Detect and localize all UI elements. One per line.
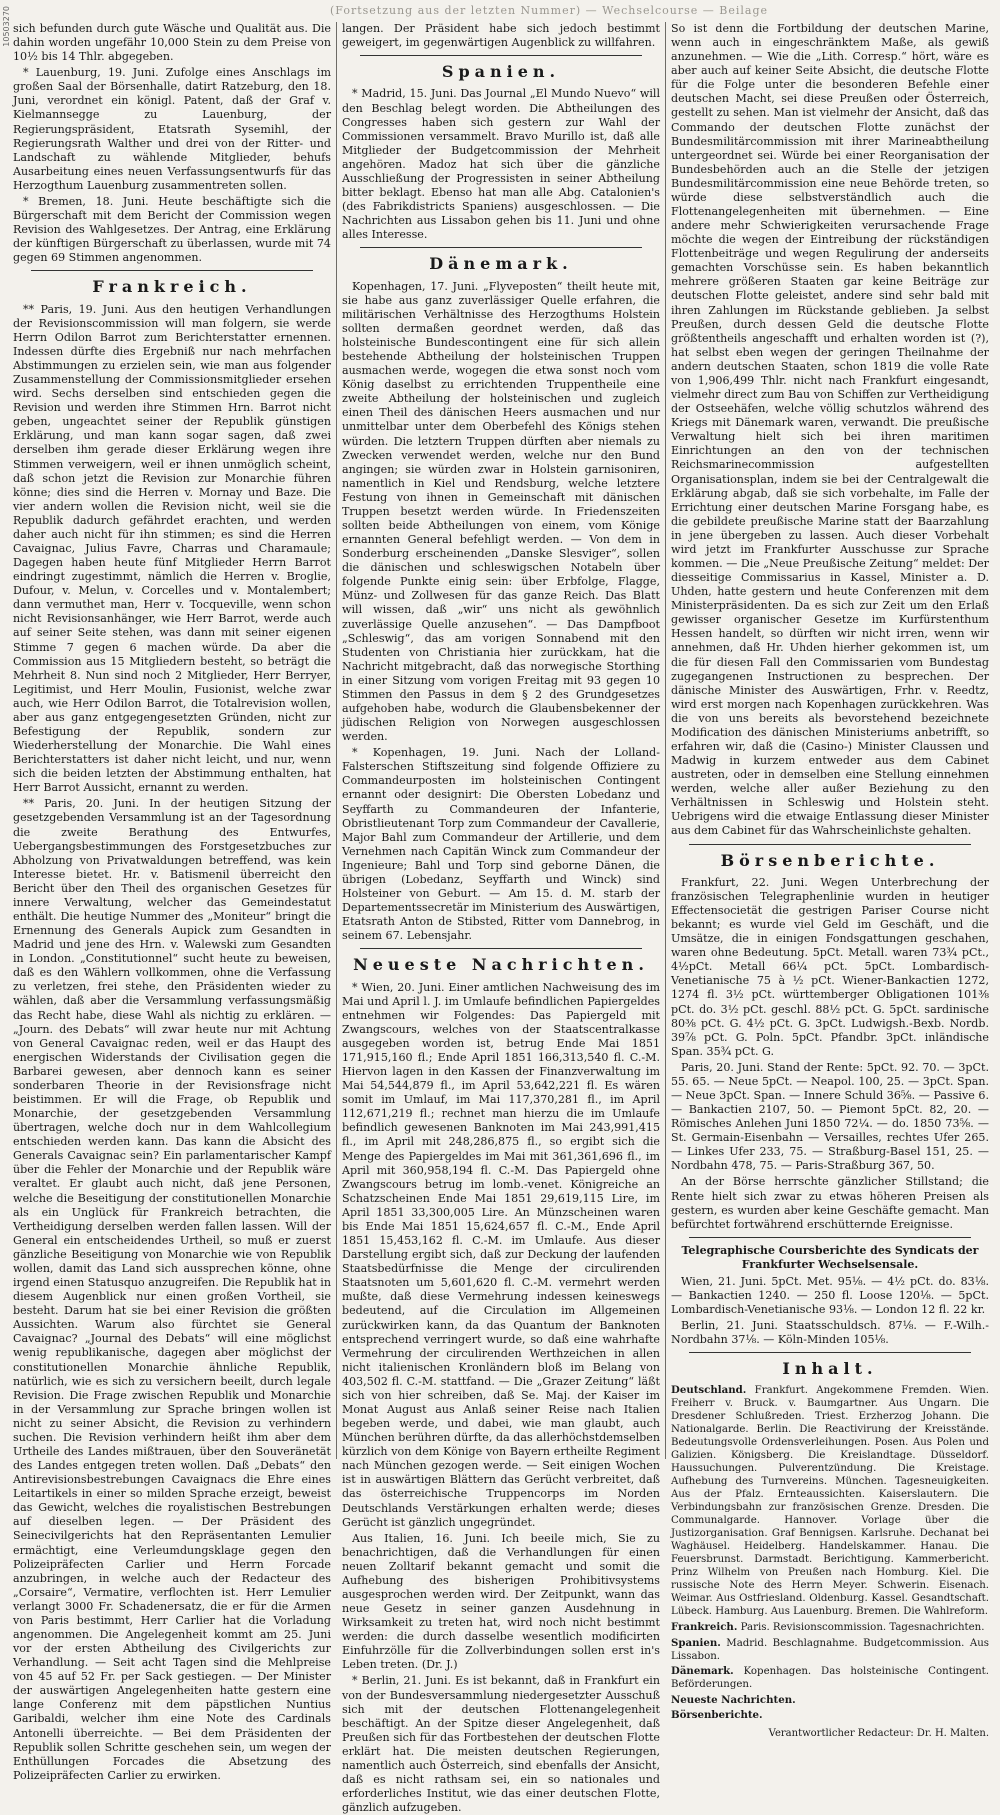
heading-inhalt: Inhalt. bbox=[782, 1359, 878, 1379]
report-frankfurt: Frankfurt, 22. Juni. Wegen Unterbrechung der französischen Telegraphenlinie wurden in heutiger Effectensocietät die gestrigen Pariser Course nicht bekannt; es wurde viel Geld im Geschäft, und die Umsätze, die in einigen Fondsgattungen geschahen, waren ohne Bedeutung. 5pCt. Metall. waren 73¾ pCt., 4½pCt. Metall 66¼ pCt. 5pCt. Lombardisch-Venetianische 75 à ½ pCt. Wiener-Bankactien 1272, 1274 fl. 3½ pCt. württemberger Obligationen 101⅜ pCt. do. 3½ pCt. geschl. 88½ pCt. G. 5pCt. sardinische 80⅜ pCt. G. 4½ pCt. G. 3pCt. Ludwigsh.-Bexb. Nordb. 39⅞ pCt. G. Poln. 5pCt. Pfandbr. 3pCt. inländische Span. 35¾ pCt. G. bbox=[671, 875, 989, 1058]
article-madrid: * Madrid, 15. Juni. Das Journal „El Mundo Nuevo“ will den Beschlag belegt worden. Die Abtheilungen des Congresses haben sich gestern zur Wahl der Commissionen versammelt. Bravo Murillo ist, daß alle Mitglieder der Budgetcommission der Mehrheit angehören. Madoz hat sich über die gänzliche Ausschließung der Progressisten in seiner Abtheilung bitter beklagt. Ebenso hat man alle Abg. Catalonien's (des Fabrikdistricts Spaniens) ausgeschlossen. — Die Nachrichten aus Lissabon gehen bis 11. Juni und ohne alles Interesse. bbox=[342, 87, 660, 242]
heading-daenemark: Dänemark. bbox=[429, 254, 573, 274]
toc-entry: Deutschland. Frankfurt. Angekommene Fremden. Wien. Freiherr v. Bruck. v. Baumgartner. Aus Ungarn. Die Dresdener Schlußreden. Triest. Erzherzog Johann. Die Nationalgarde. Berlin. Die Reactivirung der Kreisstände. Bedeutungsvolle Ordensverleihungen. Posen. Aus Polen und Galizien. Königsberg. Die Kreislandtage. Düsseldorf. Haussuchungen. Pulverentzündung. Die Kreistage. Aufhebung des Turnvereins. München. Tagesneuigkeiten. Aus der Pfalz. Ernteaussichten. Kaiserslautern. Die Verbindungsbahn zur französischen Grenze. Dresden. Die Communalgarde. Hannover. Vorlage über die Justizorganisation. Graf Bennigsen. Karlsruhe. Dechanat bei Waghäusel. Heidelberg. Handelskammer. Hanau. Die Feuersbrunst. Darmstadt. Berichtigung. Kammerbericht. Prinz Wilhelm von Preußen nach Homburg. Kiel. Die russische Note des Herrn Meyer. Schwerin. Eisenach. Weimar. Aus Ostfriesland. Oldenburg. Kassel. Gesandtschaft. Lübeck. Hamburg. Aus Lauenburg. Bremen. Die Wahlreform. bbox=[671, 1384, 989, 1617]
divider bbox=[689, 1237, 971, 1238]
article-lauenburg: * Lauenburg, 19. Juni. Zufolge eines Anschlags im großen Saal der Börsenhalle, datirt Ratzeburg, den 18. Juni, verordnet ein königl. Patent, daß der Graf v. Kielmannsegge zu Lauenburg, der Regierungspräsident, Etatsrath Sysemihl, der Regierungsrath Walther und drei von der Ritter- und Landschaft zu wählende Mitglieder, behufs Ausarbeitung eines neuen Verfassungsentwurfs für das Herzogthum Lauenburg zusammentreten sollen. bbox=[13, 66, 331, 192]
page-id: 10503270 bbox=[2, 6, 11, 47]
column-1 bbox=[8, 22, 336, 1782]
divider bbox=[360, 948, 642, 949]
report-paris: Paris, 20. Juni. Stand der Rente: 5pCt. 92. 70. — 3pCt. 55. 65. — Neue 5pCt. — Neapol. 100, 25. — 3pCt. Span. — Neue 3pCt. Span. — Innere Schuld 36⅝. — Passive 6. — Bankactien 2107, 50. — Piemont 5pCt. 82, 20. — Römisches Anlehen Juni 1850 72¼. — do. 1850 73⅝. — St. Germain-Eisenbahn — Versailles, rechtes Ufer 265. — Linkes Ufer 233, 75. — Straßburg-Basel 151, 25. — Nordbahn 478, 75. — Paris-Straßburg 367, 50. bbox=[671, 1060, 989, 1173]
article-continuation: langen. Der Präsident habe sich jedoch bestimmt geweigert, im gegenwärtigen Augenblick zu willfahren. bbox=[342, 22, 660, 50]
divider bbox=[360, 55, 642, 56]
article-paris-19: ** Paris, 19. Juni. Aus den heutigen Verhandlungen der Revisionscommission will man folgern, sie werde Herrn Odilon Barrot zum Berichterstatter ernennen. Indessen dürfte dies Ergebniß nur nach mehrfachen Abstimmungen zu erzielen sein, wie man aus folgender Zusammenstellung der Commissionsmitglieder ersehen wird. Sechs derselben sind entschieden gegen die Revision und werden ihre Stimmen Hrn. Barrot nicht geben, ungeachtet seiner der Republik günstigen Erklärung, und man kann sogar sagen, daß zwei derselben ihm gerade dieser Erklärung wegen ihre Stimmen verweigern, weil er ihnen unmöglich scheint, daß schon jetzt die Revision zur Monarchie führen könne; dies sind die Herren v. Mornay und Baze. Die vier andern wollen die Revision nicht, weil sie die Republik dadurch gefährdet erachten, und werden daher auch nicht für ihn stimmen; es sind die Herren Cavaignac, Julius Favre, Charras und Charamaule; Dagegen haben heute fünf Mitglieder Herrn Barrot eindringt zugestimmt, nämlich die Herren v. Broglie, Dufour, v. Melun, v. Corcelles und v. Montalembert; dann vermuthet man, Herr v. Tocqueville, wenn schon nicht Revisionsanhänger, wie Herr Barrot, werde auch auf seiner Seite stehen, was dann mit seiner eigenen Stimme 7 gegen 6 machen würde. Da aber die Commission aus 15 Mitgliedern besteht, so beträgt die Mehrheit 8. Nun sind noch 2 Mitglieder, Herr Berryer, Legitimist, und Herr Moulin, Fusionist, welche zwar auch, wie Herr Odilon Barrot, die Totalrevision wollen, aber aus ganz entgegengesetzten Gründen, nicht zur Befestigung der Republik, sondern zur Wiederherstellung der Monarchie. Die Wahl eines Berichterstatters ist daher nicht leicht, und nur, wenn sich die beiden letzten der Abstimmung enthalten, hat Herr Barrot Aussicht, ernannt zu werden. bbox=[13, 302, 331, 795]
article-italien: Aus Italien, 16. Juni. Ich beeile mich, Sie zu benachrichtigen, daß die Verhandlungen für einen neuen Zolltarif bekannt gemacht und somit die Aufhebung des bisherigen Prohibitivsystems ausgesprochen werden wird. Der Zeitpunkt, wann das neue Gesetz in seiner ganzen Ausdehnung in Wirksamkeit zu treten hat, wird noch nicht bestimmt werden: die durch dasselbe wesentlich modificirten Einfuhrzölle für die Zollverbindungen sollen erst in's Leben treten. (Dr. J.) bbox=[342, 1531, 660, 1672]
heading-neueste-nachrichten: Neueste Nachrichten. bbox=[353, 955, 649, 975]
column-3 bbox=[665, 22, 994, 1740]
article-paris-20: ** Paris, 20. Juni. In der heutigen Sitzung der gesetzgebenden Versammlung ist an der Tagesordnung die zweite Berathung des Entwurfes, Uebergangsbestimmungen des Forstgesetzbuches zur Abholzung von Privatwaldungen betreffend, was kein Interesse bietet. Hr. v. Batismenil überreicht den Bericht über den Theil des organischen Gesetzes für innere Verwaltung, welcher das Gemeindestatut enthält. Die heutige Nummer des „Moniteur“ bringt die Ernennung des Generals Aupick zum Gesandten in Madrid und jene des Hrn. v. Walewski zum Gesandten in London. „Constitutionnel“ sucht heute zu beweisen, daß es den Wählern vollkommen, ohne die Verfassung zu verletzen, frei stehe, den Präsidenten wieder zu wählen, daß aber die Versammlung verfassungsmäßig das Recht habe, diese Wahl als nichtig zu erklären. — „Journ. des Debats“ will zwar heute nur mit Achtung von General Cavaignac reden, weil er das Haupt des energischen Widerstands der Civilisation gegen die Barbarei gewesen, aber dennoch kann es seiner sonderbaren Theorie in der Revisionsfrage nicht beistimmen. Er will die Frage, ob Republik und Monarchie, der gesetzgebenden Versammlung übertragen, welche doch nur in dem Wahlcollegium entschieden werden kann. Das kann die Absicht des Generals Cavaignac sein? Ein parlamentarischer Kampf über die Fehler der Monarchie und der Republik wäre veraltet. Er glaubt auch nicht, daß jene Personen, welche die Beseitigung der constitutionellen Monarchie als ein Unglück für Frankreich betrachten, die Vertheidigung derselben werden fallen lassen. Will der General ein entscheidendes Urtheil, so muß er zuerst gänzliche Beseitigung von Monarchie wie von Republik wollen, damit das Land sich aussprechen könne, ohne irgend einen Statusquo anzugreifen. Die Republik hat in diesem Augenblick nur einen großen Vortheil, sie besteht. Darum hat sie bei einer Revision die größten Aussichten. Warum also fürchtet sie General Cavaignac? „Journal des Debats“ will eine möglichst wenig republikanische, dagegen aber möglichst der constitutionellen Monarchie ähnliche Republik, natürlich, wie es sich zu versichern beeilt, durch legale Revision. Die Frage zwischen Republik und Monarchie in der Versammlung zur Sprache bringen wollen ist nicht zu seiner Absicht, die Revision zu verhindern suchen. Die Revision verhindern heißt ihm aber dem Urtheile des Landes mißtrauen, über den Souveränetät des Landes entgegen treten wollen. Daß „Debats“ den Antirevisionsbestrebungen Cavaignacs die Ehre eines Leitartikels in einer so milden Sprache erzeigt, beweist das Gewicht, welches die royalistischen Bestrebungen auf dieselben legen. — Der Präsident des Seinecivilgerichts hat den Repräsentanten Lemulier ermächtigt, eine Verleumdungsklage gegen den Polizeipräfecten Carlier und Herrn Forcade anzubringen, in welche auch der Redacteur des „Corsaire“, Vermatire, verflochten ist. Herr Lemulier verlangt 3000 Fr. Schadenersatz, die er für die Armen von Paris bestimmt, Herr Carlier hat die Vorladung angenommen. Die Angelegenheit kommt am 25. Juni vor der ersten Abtheilung des Civilgerichts zur Verhandlung. — Seit acht Tagen sind die Mehlpreise von 45 auf 52 Fr. per Sack gestiegen. — Der Minister der auswärtigen Angelegenheiten hatte gestern eine lange Conferenz mit dem päpstlichen Nuntius Garibaldi, welcher ihm eine Note des Cardinals Antonelli überreichte. — Bei dem Präsidenten der Republik sollen Schritte geschehen sein, um wegen der Enthüllungen Forcades die Absetzung des Polizeipräfecten Carlier zu erwirken. bbox=[13, 797, 331, 1782]
article-kopenhagen-19: * Kopenhagen, 19. Juni. Nach der Lolland-Falsterschen Stiftszeitung sind folgende Offiziere zu Commandeurposten im holsteinischen Contingent ernannt oder designirt: Die Obersten Lobedanz und Seyffarth zu Commandeuren der Infanterie, Obristlieutenant Torp zum Commandeur der Cavallerie, Major Bahl zum Commandeur der Artillerie, und dem Vernehmen nach Capitän Winck zum Commandeur der Ingenieure; Bahl und Torp sind geborne Dänen, die übrigen (Lobedanz, Seyffarth und Winck) sind Holsteiner von Geburt. — Am 15. d. M. starb der Departementssecretär im Ministerium des Auswärtigen, Etatsrath Anton de Stibsted, Ritter vom Dannebrog, in seinem 67. Lebensjahr. bbox=[342, 746, 660, 943]
article-berlin: * Berlin, 21. Juni. Es ist bekannt, daß in Frankfurt ein von der Bundesversammlung niedergesetzter Ausschuß sich mit der deutschen Flottenangelegenheit beschäftigt. An der Spitze dieser Angelegenheit, daß Preußen sich für das Fortbestehen der deutschen Flotte erklärt hat. Die meisten deutschen Regierungen, namentlich auch Österreich, sind ebenfalls der Ansicht, daß es nicht rathsam sei, ein so nationales und erforderliches Institut, wie das einer deutschen Flotte, gänzlich aufzugeben. bbox=[342, 1674, 660, 1815]
report-paris-note: An der Börse herrschte gänzlicher Stillstand; die Rente hielt sich zwar zu etwas höheren Preisen als gestern, es wurden aber keine Geschäfte gemacht. Man befürchtet fortwährend erschütternde Ereignisse. bbox=[671, 1175, 989, 1231]
divider bbox=[360, 247, 642, 248]
columns bbox=[8, 22, 994, 1815]
bleed-through-text: (Fortsetzung aus der letzten Nummer) — Wechselcourse — Beilage bbox=[330, 4, 769, 17]
divider bbox=[31, 270, 313, 271]
report-berlin: Berlin, 21. Juni. Staatsschuldsch. 87⅛. — F.-Wilh.-Nordbahn 37⅛. — Köln-Minden 105⅛. bbox=[671, 1318, 989, 1347]
divider bbox=[689, 1352, 971, 1353]
article-wien: * Wien, 20. Juni. Einer amtlichen Nachweisung des im Mai und April l. J. im Umlaufe befindlichen Papiergeldes entnehmen wir Folgendes: Das Papiergeld mit Zwangscours, welches von der Staatscentralkasse ausgegeben worden ist, betrug Ende Mai 1851 171,915,160 fl.; Ende April 1851 166,313,540 fl. C.-M. Hiervon lagen in den Kassen der Finanzverwaltung im Mai 54,544,879 fl., im April 53,642,221 fl. Es wären somit im Umlauf, im Mai 117,370,281 fl., im April 112,671,219 fl.; rechnet man hierzu die im Umlaufe befindlich gewesenen Banknoten im Mai 243,991,415 fl., im April mit 248,286,875 fl., so ergibt sich die Menge des Papiergeldes im Mai mit 361,361,696 fl., im April mit 360,958,194 fl. C.-M. Das Papiergeld ohne Zwangscours betrug im lomb.-venet. Königreiche an Schatzscheinen Ende Mai 1851 29,619,115 Lire, im April 1851 33,300,005 Lire. An Münzscheinen waren bis Ende Mai 1851 15,624,657 fl. C.-M., Ende April 1851 15,453,162 fl. C.-M. im Umlaufe. Aus dieser Darstellung ergibt sich, daß zur Deckung der laufenden Staatsbedürfnisse die Menge der circulirenden Staatsnoten um 5,601,620 fl. C.-M. vermehrt werden mußte, daß diese Vermehrung indessen keineswegs bedeutend, auf die Circulation im Allgemeinen zurückwirken kann, da das Quantum der Banknoten entsprechend verringert wurde, so daß eine wahrhafte Vermehrung der circulirenden Werthzeichen in allen nicht italienischen Kronländern bloß im Belang von 403,502 fl. C.-M. stattfand. — Die „Grazer Zeitung“ läßt sich von hier schreiben, daß Se. Maj. der Kaiser im Monat August aus Anlaß seiner Reise nach Italien begeben werde, und dabei, wie man glaubt, auch München berühren dürfte, da das allerhöchstdemselben kürzlich von dem Könige von Bayern ertheilte Regiment nach München gezogen werde. — Seit einigen Wochen ist in auswärtigen Blättern das Gerücht verbreitet, daß das österreichische Truppencorps im Norden Deutschlands Verstärkungen erhalten werde; dieses Gerücht ist gänzlich ungegründet. bbox=[342, 980, 660, 1529]
report-wien: Wien, 21. Juni. 5pCt. Met. 95⅛. — 4½ pCt. do. 83⅛. — Bankactien 1240. — 250 fl. Loose 120⅛. — 5pCt. Lombardisch-Venetianische 93⅛. — London 12 fl. 22 kr. bbox=[671, 1274, 989, 1316]
column-2 bbox=[336, 22, 665, 1815]
toc-entry: Spanien. Madrid. Beschlagnahme. Budgetcommission. Aus Lissabon. bbox=[671, 1636, 989, 1662]
heading-telegraph: Telegraphische Coursberichte des Syndicats der Frankfurter Wechselsensale. bbox=[681, 1243, 979, 1271]
article-wool-market: sich befunden durch gute Wäsche und Qualität aus. Die dahin worden ungefähr 10,000 Stein zu dem Preise von 10½ bis 14 Thlr. abgegeben. bbox=[13, 22, 331, 64]
toc-entry: Börsenberichte. bbox=[671, 1709, 763, 1722]
table-of-contents bbox=[671, 1384, 989, 1722]
heading-spanien: Spanien. bbox=[441, 62, 561, 82]
article-flotte: So ist denn die Fortbildung der deutschen Marine, wenn auch in eingeschränktem Maße, als gewiß anzunehmen. — Wie die „Lith. Corresp.“ hört, wäre es aber auch auf keiner Seite Absicht, die deutsche Flotte für die Folge unter die besonderen Befehle einer deutschen Macht, sei diese Preußen oder Österreich, gestellt zu sehen. Man ist vielmehr der Ansicht, daß das Commando der deutschen Flotte zunächst der Bundesmilitärcommission mit ihrer Marineabtheilung untergeordnet sei. Würde bei einer Reorganisation der Bundesbehörden auch an die Stelle der jetzigen Bundesmilitärcommission eine neue Behörde treten, so würde diese selbstverständlich auch die Flottenangelegenheiten mit übernehmen. — Eine andere mehr Schwierigkeiten verursachende Frage möchte die wegen der Eintreibung der rückständigen Flottenbeiträge und wegen Regulirung der anderseits gemachten Vorschüsse sein. Es haben bekanntlich mehrere größeren Staaten gar keine Beiträge zur deutschen Flotte geleistet, andere sind sehr bald mit ihren Zahlungen im Rückstande geblieben. Ja selbst Preußen, durch dessen Geld die deutsche Flotte größtentheils angeschafft und erhalten worden ist (?), hat selbst eben wegen der geringen Theilnahme der andern deutschen Staaten, schon 1819 die volle Rate von 1,906,499 Thlr. nicht nach Frankfurt eingesandt, vielmehr direct zum Bau von Schiffen zur Vertheidigung der Ostseehäfen, welche völlig schutzlos während des Kriegs mit Dänemark waren, verwandt. Die preußische Verwaltung hielt sich bei ihren maritimen Einrichtungen an den von der technischen Reichsmarinecommission aufgestellten Organisationsplan, indem sie bei der Centralgewalt die Erklärung abgab, daß sie sich vorbehalte, im Falle der Errichtung einer deutschen Marine Forsgang habe, es die gebildete preußische Marine statt der Baarzahlung in jene übergeben zu lassen. Auch dieser Vorbehalt wird jetzt im Frankfurter Ausschusse zur Sprache kommen. — Die „Neue Preußische Zeitung“ meldet: Der diesseitige Commissarius in Kassel, Minister a. D. Uhden, hatte gestern und heute Conferenzen mit dem Ministerpräsidenten. Da es sich zur Zeit um den Erlaß gewisser organischer Gesetze im Kurfürstenthum Hessen handelt, so dürften wir nicht irren, wenn wir annehmen, daß Hr. Uhden hierher gekommen ist, um die für diesen Fall den Commissarien vom Bundestag zugegangenen Instructionen zu besprechen. Der dänische Minister des Auswärtigen, Frhr. v. Reedtz, wird erst morgen nach Kopenhagen zurückkehren. Was die von uns bereits als bevorstehend bezeichnete Modification des dänischen Ministeriums anbetrifft, so erfahren wir, daß die (Casino-) Minister Claussen und Madwig in kurzem entweder aus dem Cabinet austreten, oder in demselben eine Stellung einnehmen werden, welche aller außer Beziehung zu den Verhältnissen in Schleswig und Holstein steht. Uebrigens wird die etwaige Entlassung dieser Minister aus dem Cabinet für das Wahrscheinlichste gehalten. bbox=[671, 22, 989, 838]
article-bremen: * Bremen, 18. Juni. Heute beschäftigte sich die Bürgerschaft mit dem Bericht der Commission wegen Revision des Wahlgesetzes. Der Antrag, eine Erklärung der künftigen Bürgerschaft zu überlassen, wurde mit 74 gegen 69 Stimmen angenommen. bbox=[13, 194, 331, 265]
heading-frankreich: Frankreich. bbox=[92, 277, 252, 297]
editor-signature: Verantwortlicher Redacteur: Dr. H. Malten. bbox=[768, 1728, 989, 1740]
article-kopenhagen-17: Kopenhagen, 17. Juni. „Flyveposten“ theilt heute mit, sie habe aus ganz zuverlässiger Quelle erfahren, die militärischen Verhältnisse des Herzogthums Holstein sollten dermaßen geordnet werden, daß das holsteinische Bundescontingent eine für sich allein bestehende Abtheilung der holsteinischen Truppen ausmachen werde, wogegen die etwa sonst noch vom König daselbst zu errichtenden Truppentheile eine zweite Abtheilung der holsteinischen und zugleich einen Theil des dänischen Heers ausmachen und nur unmittelbar unter dem Oberbefehl des Königs stehen würden. Die letztern Truppen dürften aber niemals zu Zwecken verwendet werden, welche nur den Bund angingen; sie würden zwar in Holstein garnisoniren, namentlich in Kiel und Rendsburg, welche letztere Festung von ihnen in Gemeinschaft mit dänischen Truppen besetzt werden würde. In Friedenszeiten sollten beide Abtheilungen von einem, vom Könige ernannten General befehligt werden. — Von dem in Sonderburg erscheinenden „Danske Slesviger“, sollen die dänischen und schleswigschen Notabeln über folgende Punkte einig sein: über Erbfolge, Flagge, Münz- und Zollwesen für das ganze Reich. Das Blatt will wissen, daß „wir“ uns nicht als gewöhnlich zuverlässige Quelle anzusehen“. — Das Dampfboot „Schleswig“, das am vorigen Sonnabend mit den Studenten von Christiania hier zurückkam, hat die Nachricht mitgebracht, daß das norwegische Storthing in einer Sitzung vom vorigen Freitag mit 93 gegen 10 Stimmen den Passus in dem § 2 des Grundgesetzes aufgehoben habe, wodurch die Glaubensbekenner der jüdischen Religion von Norwegen ausgeschlossen werden. bbox=[342, 279, 660, 744]
divider bbox=[689, 844, 971, 845]
toc-entry: Neueste Nachrichten. bbox=[671, 1694, 796, 1707]
toc-entry: Dänemark. Kopenhagen. Das holsteinische Contingent. Beförderungen. bbox=[671, 1665, 989, 1691]
toc-entry: Frankreich. Paris. Revisionscommission. Tagesnachrichten. bbox=[671, 1620, 985, 1633]
heading-boersenberichte: Börsenberichte. bbox=[720, 850, 940, 870]
